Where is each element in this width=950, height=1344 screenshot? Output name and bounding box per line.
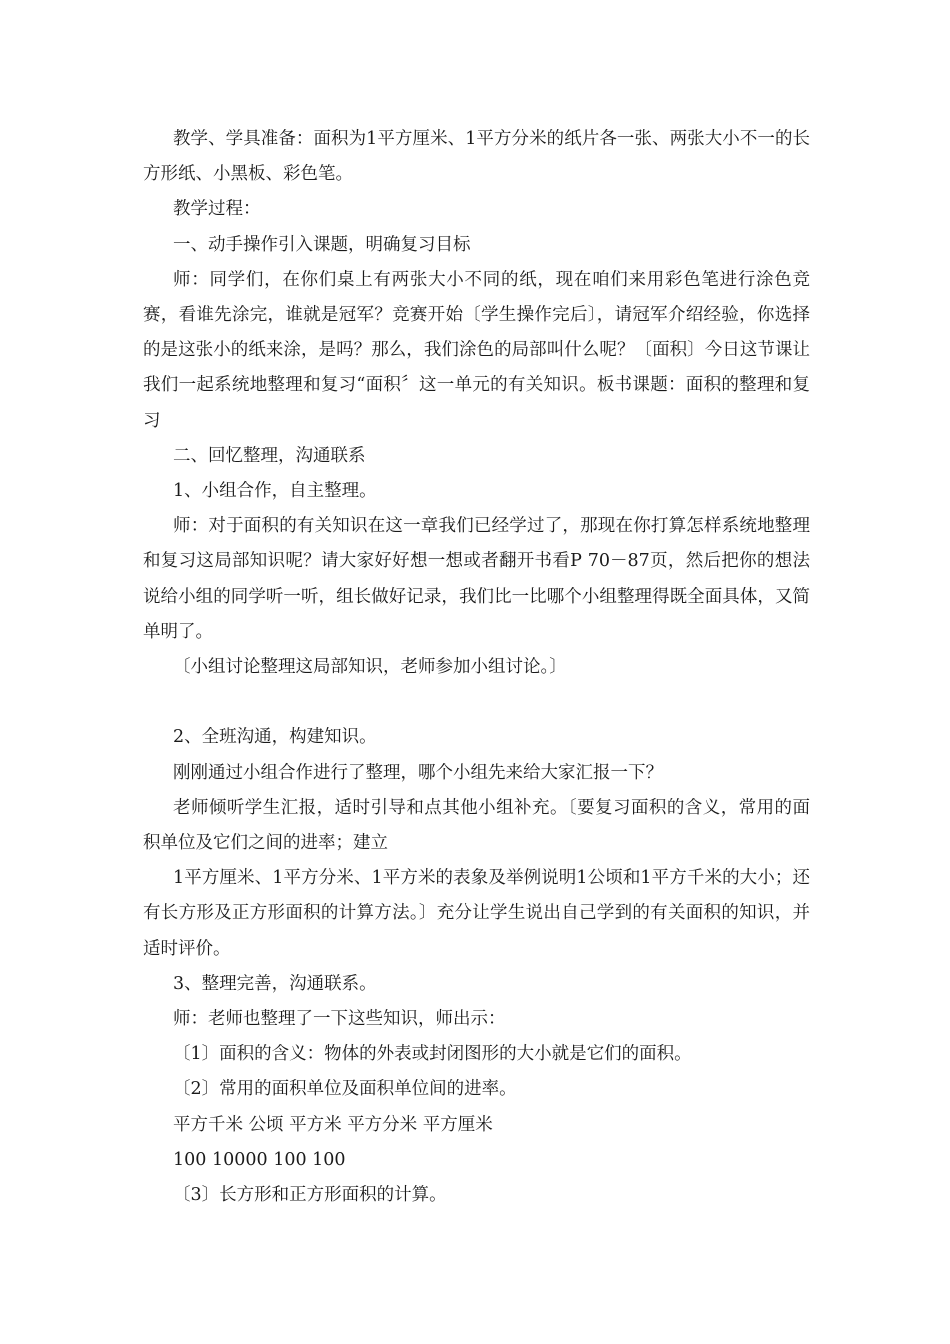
paragraph-report-prompt: 刚刚通过小组合作进行了整理，哪个小组先来给大家汇报一下？ <box>173 762 663 783</box>
paragraph-teacher-show: 师：老师也整理了一下这些知识，师出示： <box>173 1009 506 1030</box>
document-body <box>143 122 810 1213</box>
blank-line <box>143 685 810 720</box>
units-row: 平方千米 公顷 平方米 平方分米 平方厘米 <box>173 1114 493 1135</box>
subsection-heading-1: 1、小组合作，自主整理。 <box>173 481 377 502</box>
paragraph-units-explained: 1平方厘米、1平方分米、1平方米的表象及举例说明1公顷和1平方千米的大小；还有长方形及正方形面积的计算方法。〕充分让学生说出自己学到的有关面积的知识，并适时评价。 <box>143 868 810 959</box>
section-heading-2: 二、回忆整理，沟通联系 <box>173 445 366 466</box>
rates-row: 100 10000 100 100 <box>173 1149 346 1170</box>
paragraph-preparation: 教学、学具准备：面积为1平方厘米、1平方分米的纸片各一张、两张大小不一的长方形纸、小黑板、彩色笔。 <box>143 129 810 185</box>
paragraph-process-heading: 教学过程： <box>173 199 261 220</box>
list-item-3: 〔3〕长方形和正方形面积的计算。 <box>173 1185 447 1206</box>
list-item-2: 〔2〕常用的面积单位及面积单位间的进率。 <box>173 1079 517 1100</box>
paragraph-teacher-intro: 师：同学们，在你们桌上有两张大小不同的纸，现在咱们来用彩色笔进行涂色竞赛，看谁先涂完，谁就是冠军？竞赛开始〔学生操作完后〕，请冠军介绍经验，你选择的是这张小的纸来涂，是吗？那么，我们涂色的局部叫什么呢？〔面积〕今日这节课让我们一起系统地整理和复习“面积〞这一单元的有关知识。板书课题：面积的整理和复习 <box>143 269 810 431</box>
list-item-1: 〔1〕面积的含义：物体的外表或封闭图形的大小就是它们的面积。 <box>173 1044 692 1065</box>
paragraph-teacher-listen: 老师倾听学生汇报，适时引导和点其他小组补充。〔要复习面积的含义，常用的面积单位及它们之间的进率；建立 <box>143 797 810 854</box>
paragraph-teacher-group: 师：对于面积的有关知识在这一章我们已经学过了，那现在你打算怎样系统地整理和复习这局部知识呢？请大家好好想一想或者翻开书看P 70－87页，然后把你的想法说给小组的同学听一听，组长做好记录，我们比一比哪个小组整理得既全面具体，又简单明了。 <box>143 516 810 642</box>
subsection-heading-2: 2、全班沟通，构建知识。 <box>173 727 377 748</box>
subsection-heading-3: 3、整理完善，沟通联系。 <box>173 973 377 994</box>
section-heading-1: 一、动手操作引入课题，明确复习目标 <box>173 234 471 255</box>
paragraph-group-discussion: 〔小组讨论整理这局部知识，老师参加小组讨论。〕 <box>173 657 567 678</box>
